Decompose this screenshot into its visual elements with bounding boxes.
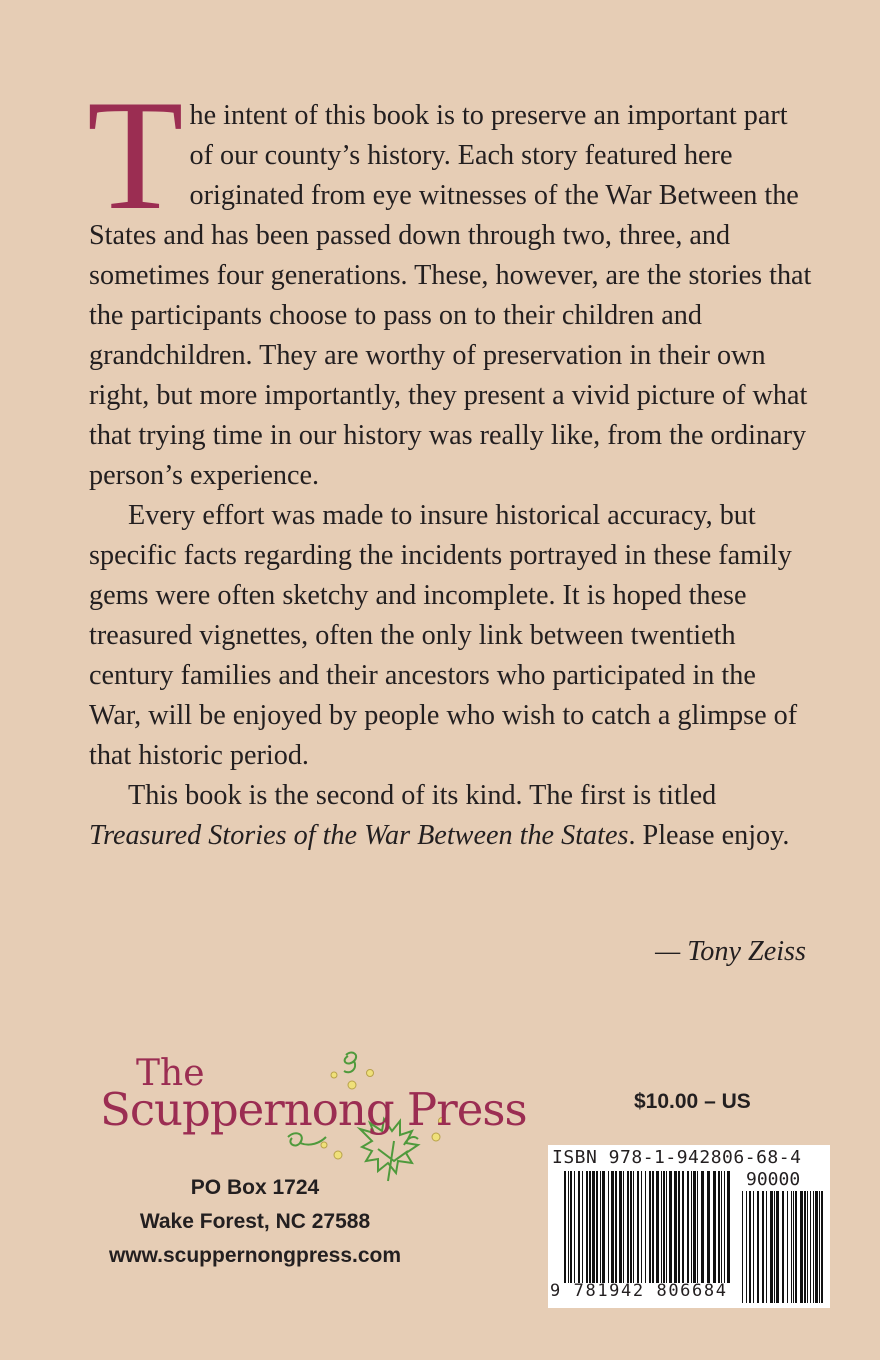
blurb-paragraph-3 (89, 776, 814, 856)
publisher-website: www.scuppernongpress.com (108, 1244, 402, 1267)
blurb-paragraph-1 (87, 68, 814, 496)
price-label: $10.00 – US (634, 1090, 751, 1113)
drop-cap: T (87, 68, 184, 243)
blurb-paragraph-1-text: he intent of this book is to preserve an important part of our county’s history. Each story featured here originated from eye witnesses of the War Between the States and has been passed down through two, three, and sometimes four generations. These, however, are the stories that the participants choose to pass on to their children and grandchildren. They are worthy of preservation in their own right, but more importantly, they present a vivid picture of what that trying time in our history was really like, from the ordinary person’s experience. (89, 100, 812, 491)
blurb-paragraph-2: Every effort was made to insure historical accuracy, but specific facts regarding the incidents portrayed in these family gems were often sketchy and incomplete. It is hoped these treasured vignettes, often the only link between twentieth century families and their ancestors who participated in the War, will be enjoyed by people who wish to catch a glimpse of that historic period. (89, 500, 798, 771)
referenced-book-title: Treasured Stories of the War Between the States (89, 820, 629, 851)
barcode-digits: 9 781942 806684 (550, 1281, 728, 1301)
logo-the: The (136, 1053, 205, 1094)
publisher-address (100, 1171, 410, 1273)
isbn-barcode (548, 1145, 830, 1308)
blurb-paragraph-3-lead: This book is the second of its kind. The first is titled (128, 780, 717, 811)
blurb-paragraph-3-end: . Please enjoy. (628, 820, 790, 851)
logo-publisher-name: Scuppernong Press (100, 1083, 527, 1136)
author-signature: — Tony Zeiss (655, 936, 806, 967)
barcode-addon-number: 90000 (746, 1169, 801, 1190)
address-po-box: PO Box 1724 (190, 1176, 320, 1199)
address-city: Wake Forest, NC 27588 (139, 1210, 371, 1233)
back-cover-blurb (87, 68, 814, 856)
isbn-label: ISBN 978-1-942806-68-4 (552, 1147, 802, 1168)
